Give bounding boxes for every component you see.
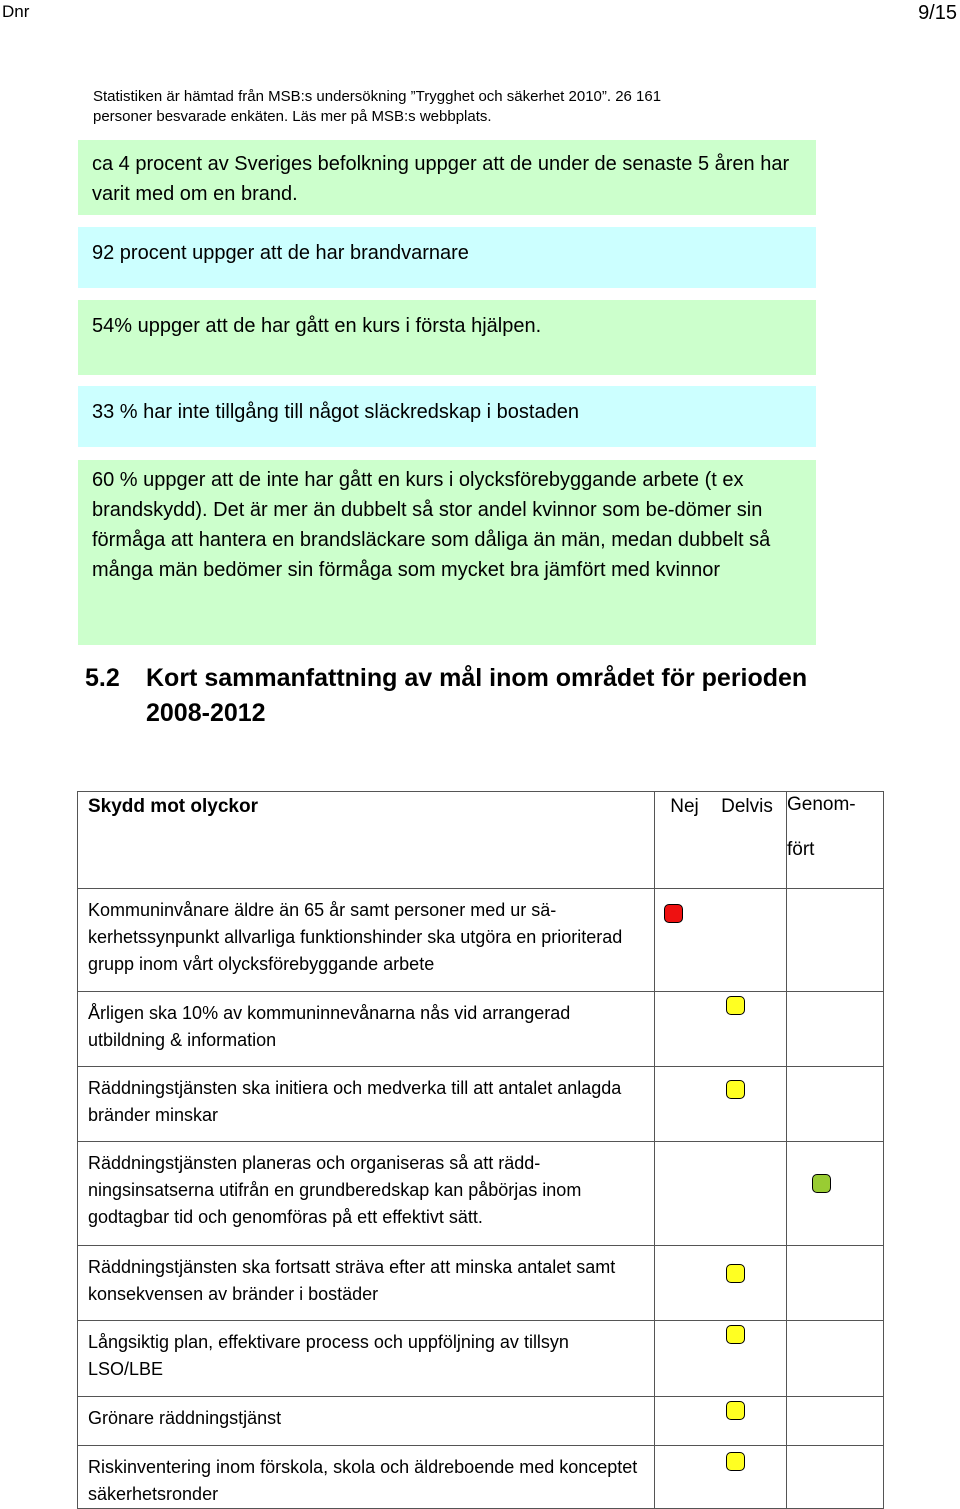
status-cell — [787, 1397, 884, 1446]
status-cell — [655, 1321, 787, 1397]
status-cell — [787, 1246, 884, 1321]
goal-text: Kommuninvånare äldre än 65 år samt personer med ur sä-kerhetssynpunkt allvarliga funktionshinder ska utgöra en prioriterad grupp inom vårt olycksförebyggande arbete — [88, 900, 623, 974]
fact-text: ca 4 procent av Sveriges befolkning uppger att de under de senaste 5 åren har varit med om en brand. — [92, 153, 790, 205]
table-row — [78, 992, 884, 1067]
section-number: 5.2 — [85, 664, 120, 692]
table-row — [78, 1321, 884, 1397]
fact-box-extinguisher — [78, 386, 816, 447]
status-yellow-indicator-icon — [726, 1452, 745, 1471]
column-header-genomfort-line2: fört — [787, 839, 815, 860]
fact-text: 33 % har inte tillgång till något släckredskap i bostaden — [92, 401, 579, 423]
goal-text: Grönare räddningstjänst — [88, 1408, 282, 1428]
goals-table — [77, 791, 884, 1509]
table-row — [78, 1446, 884, 1509]
table-row — [78, 889, 884, 992]
status-cell — [787, 1446, 884, 1509]
status-cell — [787, 1321, 884, 1397]
column-header-genomfort — [787, 792, 884, 889]
fact-text: 92 procent uppger att de har brandvarnare — [92, 242, 469, 264]
fact-text: 54% uppger att de har gått en kurs i första hjälpen. — [92, 315, 542, 337]
section-heading — [85, 661, 807, 731]
fact-box-fire-experience — [78, 140, 816, 215]
table-header-cell — [78, 792, 655, 889]
goal-text: Riskinventering inom förskola, skola och äldreboende med konceptet säkerhetsronder — [88, 1457, 638, 1504]
section-title-line2: 2008-2012 — [146, 699, 266, 727]
table-title: Skydd mot olyckor — [88, 796, 258, 817]
goal-text: Långsiktig plan, effektivare process och uppföljning av tillsyn LSO/LBE — [88, 1332, 569, 1379]
status-red-indicator-icon — [664, 904, 683, 923]
status-cell — [655, 1067, 787, 1142]
fact-box-prevention-course — [78, 460, 816, 645]
goal-text: Årligen ska 10% av kommuninnevånarna nås vid arrangerad utbildning & information — [88, 1003, 571, 1050]
fact-box-smoke-alarm — [78, 227, 816, 288]
status-cell — [655, 889, 787, 992]
fact-text: 60 % uppger att de inte har gått en kurs i olycksförebyggande arbete (t ex brandskydd). Det är mer än dubbelt så stor andel kvinnor som be-dömer sin förmåga att hantera en brandsläckare som dåliga än män, medan dubbelt så många män bedömer sin förmåga som mycket bra jämfört med kvinnor — [92, 469, 771, 581]
section-title-line1: Kort sammanfattning av mål inom området för perioden — [146, 664, 808, 692]
status-yellow-indicator-icon — [726, 1401, 745, 1420]
status-cell — [655, 1246, 787, 1321]
status-cell — [655, 1446, 787, 1509]
column-header-nej: Nej — [670, 796, 699, 817]
goal-text: Räddningstjänsten ska initiera och medverka till att antalet anlagda bränder minskar — [88, 1078, 622, 1125]
table-row — [78, 1142, 884, 1246]
status-cell — [655, 1397, 787, 1446]
status-yellow-indicator-icon — [726, 1080, 745, 1099]
status-green-indicator-icon — [812, 1174, 831, 1193]
document-number-label: Dnr — [2, 2, 30, 21]
table-header-status-cell — [655, 792, 787, 889]
status-cell — [787, 1142, 884, 1246]
status-cell — [655, 1142, 787, 1246]
column-header-genomfort-line1: Genom- — [787, 794, 856, 815]
status-yellow-indicator-icon — [726, 996, 745, 1015]
source-note: Statistiken är hämtad från MSB:s undersökning ”Trygghet och säkerhet 2010”. 26 161 personer besvarade enkäten. Läs mer på MSB:s webbplats. — [93, 88, 662, 125]
status-cell — [787, 1067, 884, 1142]
status-yellow-indicator-icon — [726, 1264, 745, 1283]
table-row — [78, 1397, 884, 1446]
column-header-delvis: Delvis — [721, 796, 773, 817]
status-cell — [787, 889, 884, 992]
page-number: 9/15 — [918, 2, 957, 24]
table-row — [78, 1067, 884, 1142]
goal-text: Räddningstjänsten ska fortsatt sträva efter att minska antalet samt konsekvensen av bränder i bostäder — [88, 1257, 616, 1304]
status-yellow-indicator-icon — [726, 1325, 745, 1344]
table-header-row — [78, 792, 884, 889]
goal-text: Räddningstjänsten planeras och organiseras så att rädd-ningsinsatserna utifrån en grundberedskap kan påbörjas inom godtagbar tid och genomföras på ett effektivt sätt. — [88, 1153, 582, 1227]
table-row — [78, 1246, 884, 1321]
status-cell — [655, 992, 787, 1067]
fact-box-first-aid — [78, 300, 816, 375]
status-cell — [787, 992, 884, 1067]
